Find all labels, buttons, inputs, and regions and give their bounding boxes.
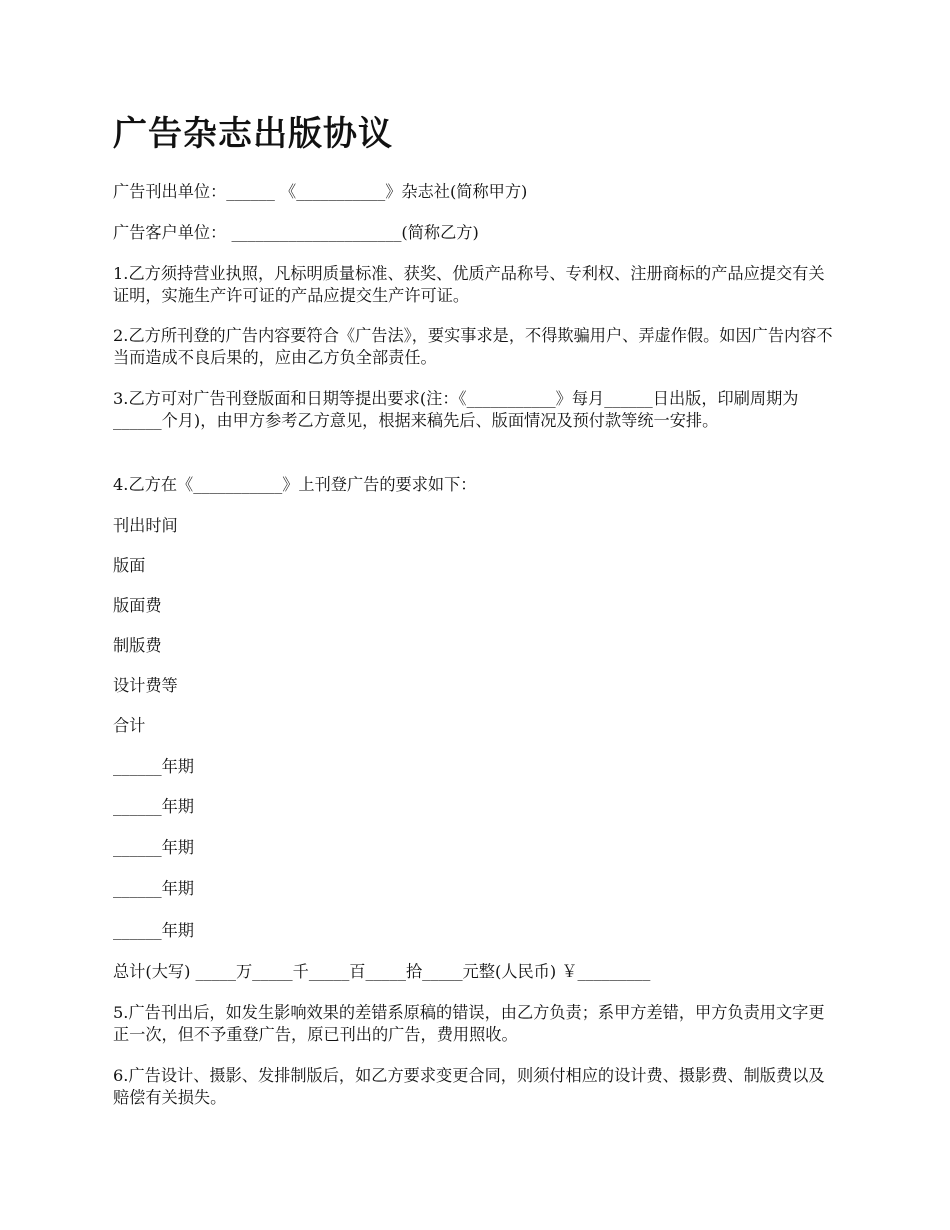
item-plate-fee: 制版费 [113, 636, 162, 655]
client-line: 广告客户单位： _____________________(简称乙方) [113, 223, 479, 242]
total-line: 总计(大写) _____万_____千_____百_____拾_____元整(人民币) ￥_________ [113, 962, 651, 981]
item-layout: 版面 [113, 556, 146, 575]
item-design-fee: 设计费等 [113, 676, 178, 695]
issue-line: ______年期 [113, 757, 194, 776]
clause-5: 5.广告刊出后，如发生影响效果的差错系原稿的错误，由乙方负责；系甲方差错，甲方负责用文字更正一次，但不予重登广告，原已刊出的广告，费用照收。 [113, 1003, 825, 1044]
clause-2: 2.乙方所刊登的广告内容要符合《广告法》，要实事求是，不得欺骗用户、弄虚作假。如因广告内容不当而造成不良后果的，应由乙方负全部责任。 [113, 326, 833, 367]
issue-line: ______年期 [113, 879, 194, 898]
issue-line: ______年期 [113, 921, 194, 940]
clause-1: 1.乙方须持营业执照，凡标明质量标准、获奖、优质产品称号、专利权、注册商标的产品应提交有关证明，实施生产许可证的产品应提交生产许可证。 [113, 264, 825, 305]
clause-6: 6.广告设计、摄影、发排制版后，如乙方要求变更合同，则须付相应的设计费、摄影费、制版费以及赔偿有关损失。 [113, 1066, 825, 1107]
clause-3: 3.乙方可对广告刊登版面和日期等提出要求(注：《___________》每月______日出版，印刷周期为______个月)，由甲方参考乙方意见，根据来稿先后、版面情况及预付款等统一安排。 [113, 389, 799, 430]
item-publish-time: 刊出时间 [113, 516, 178, 535]
publisher-line: 广告刊出单位：______ 《___________》杂志社(简称甲方) [113, 182, 528, 201]
item-layout-fee: 版面费 [113, 596, 162, 615]
document-title: 广告杂志出版协议 [113, 114, 393, 154]
clause-4: 4.乙方在《___________》上刊登广告的要求如下： [113, 475, 477, 494]
issue-line: ______年期 [113, 838, 194, 857]
issue-line: ______年期 [113, 797, 194, 816]
item-subtotal: 合计 [113, 716, 146, 735]
